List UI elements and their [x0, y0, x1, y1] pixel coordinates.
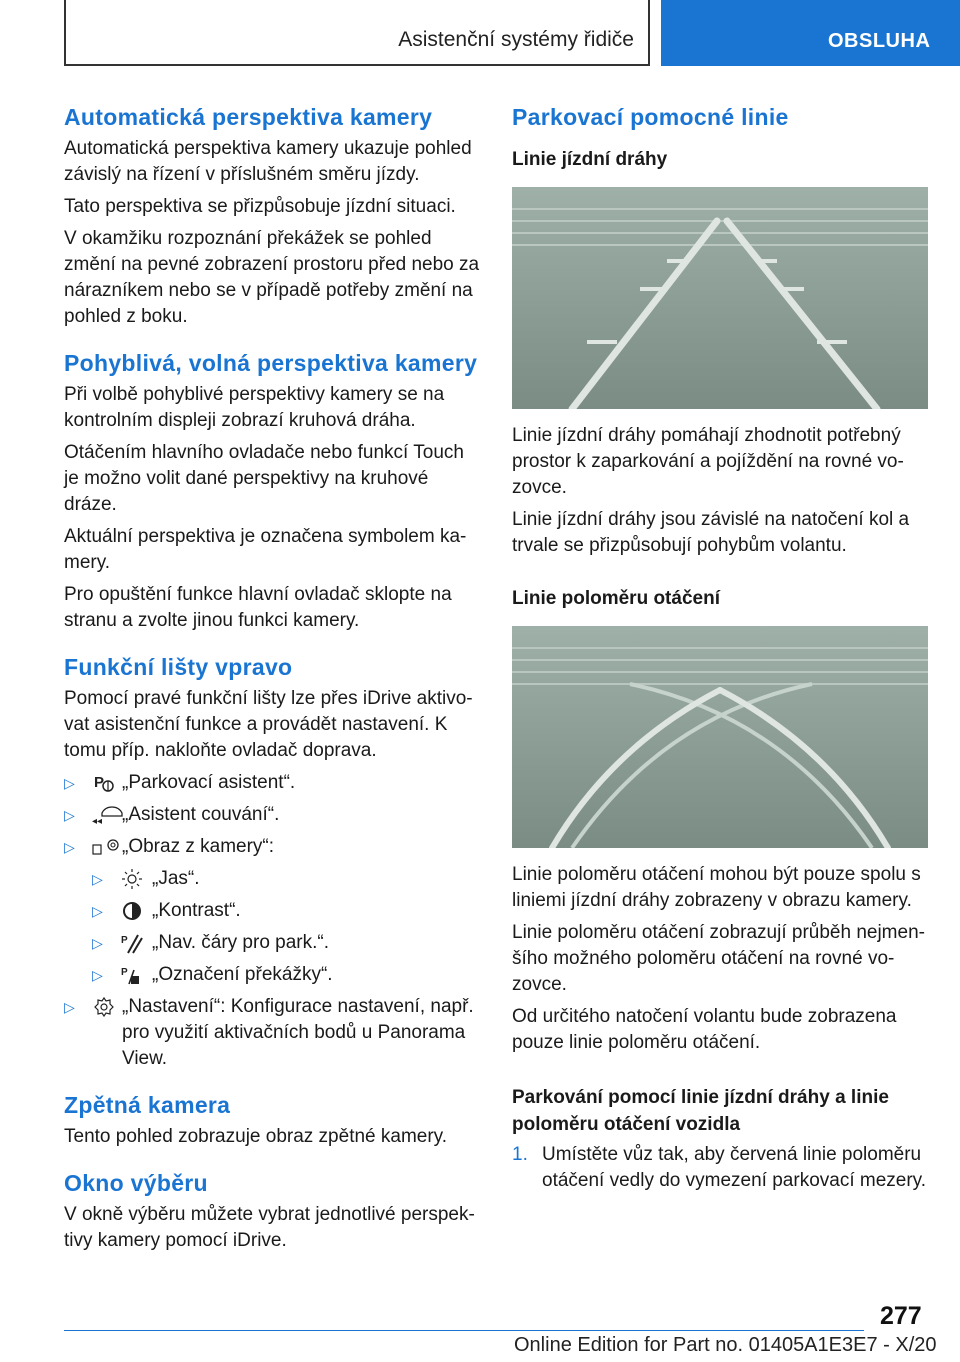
left-column: [64, 102, 480, 1260]
reversing-assistant-icon: [92, 804, 126, 826]
svg-text:P: P: [121, 967, 128, 978]
paragraph: Automatická perspektiva kamery ukazuje pohled závislý na řízení v příslušném směru jízdy.: [64, 138, 472, 185]
page-number: 277: [880, 1302, 922, 1330]
bullet-marker: ▷: [92, 967, 103, 983]
list-item-label: „Nastavení“: Konfigurace nastavení, např. pro využití aktivačních bodů u Panorama View.: [122, 996, 474, 1069]
bullet-marker: ▷: [92, 903, 103, 919]
svg-text:P: P: [121, 935, 128, 946]
subheading: Linie poloměru otáčení: [512, 588, 720, 609]
bullet-marker: ▷: [64, 839, 75, 855]
list-item: [64, 770, 480, 796]
subheading: Linie jízdní dráhy: [512, 149, 668, 170]
bullet-marker: ▷: [92, 871, 103, 887]
svg-text:◂◂: ◂◂: [92, 816, 103, 826]
section-free-perspective: [64, 348, 480, 634]
subheading: Parkování pomocí linie jízdní dráhy a linie poloměru otáčení vozidla: [512, 1087, 889, 1135]
lane-lines-illustration: [512, 187, 928, 409]
list-item-label: „Obraz z kamery“:: [122, 836, 275, 857]
contrast-icon: [120, 900, 144, 922]
svg-text:P: P: [94, 774, 105, 791]
right-column: [512, 102, 928, 1194]
list-item-label: „Parkovací asistent“.: [122, 772, 296, 793]
bullet-marker: ▷: [64, 775, 75, 791]
paragraph: V okamžiku rozpoznání překážek se pohled změní na pevné zobrazení prostoru před nebo za nárazníkem nebo se v případě potřeby změní na pohled z boku.: [64, 228, 480, 327]
section-rear-camera: [64, 1090, 480, 1150]
list-item: [64, 994, 480, 1072]
list-item: [64, 802, 480, 828]
chapter-tab-label: OBSLUHA: [828, 30, 931, 52]
list-item: [92, 898, 480, 924]
list-item-label: „Jas“.: [152, 868, 200, 889]
section-automatic-perspective: [64, 102, 480, 330]
list-item: [92, 962, 480, 988]
list-item-label: „Asistent couvání“.: [122, 804, 280, 825]
paragraph: Tato perspektiva se přizpůsobuje jízdní situaci.: [64, 196, 456, 217]
list-item: [92, 866, 480, 892]
paragraph: Pro opuštění funkce hlavní ovladač sklopte na stranu a zvolte jinou funkci kamery.: [64, 584, 452, 631]
list-item-label: „Kontrast“.: [152, 900, 241, 921]
heading: Automatická perspektiva kamery: [64, 104, 433, 130]
turning-radius-illustration: [512, 626, 928, 848]
bullet-marker: ▷: [92, 935, 103, 951]
heading: Zpětná kamera: [64, 1092, 231, 1118]
bullet-marker: ▷: [64, 999, 75, 1015]
paragraph: V okně výběru můžete vybrat jednotlivé perspek‐tivy kamery pomocí iDrive.: [64, 1204, 475, 1251]
paragraph: Linie poloměru otáčení mohou být pouze spolu s liniemi jízdní dráhy zobrazeny v obrazu kamery.: [512, 864, 921, 911]
brightness-icon: [120, 868, 144, 890]
step-number: 1.: [512, 1144, 528, 1165]
obstacle-marking-icon: [120, 964, 144, 986]
paragraph: Tento pohled zobrazuje obraz zpětné kamery.: [64, 1126, 448, 1147]
list-item-label: „Označení překážky“.: [152, 964, 333, 985]
step-text: Umístěte vůz tak, aby červená linie poloměru otáčení vedly do vymezení parkovací mezery.: [542, 1144, 927, 1191]
footer-rule: [64, 1330, 864, 1331]
paragraph: Linie poloměru otáčení zobrazují průběh nejmen‐šího možného poloměru otáčení na rovné vo‐zovce.: [512, 922, 925, 995]
paragraph: Při volbě pohyblivé perspektivy kamery se na kontrolním displeji zobrazí kruhová dráha.: [64, 384, 445, 431]
list-item-label: „Nav. čáry pro park.“.: [152, 932, 330, 953]
heading: Funkční lišty vpravo: [64, 654, 293, 680]
section-title: Asistenční systémy řidiče: [398, 28, 634, 51]
paragraph: Pomocí pravé funkční lišty lze přes iDrive aktivo‐vat asistenční funkce a provádět nastavení. K tomu příp. nakloňte ovladač doprava.: [64, 688, 473, 761]
parking-lines-icon: [120, 932, 144, 954]
section-function-bar: [64, 652, 480, 1072]
heading: Parkovací pomocné linie: [512, 104, 789, 130]
heading: Pohyblivá, volná perspektiva kamery: [64, 350, 478, 376]
paragraph: Otáčením hlavního ovladače nebo funkcí Touch je možno volit dané perspektivy na kruhové dráze.: [64, 442, 464, 515]
parking-assistant-icon: [92, 772, 116, 794]
bullet-marker: ▷: [64, 807, 75, 823]
paragraph: Linie jízdní dráhy pomáhají zhodnotit potřebný prostor k zaparkování a pojíždění na rovné vo‐zovce.: [512, 425, 904, 498]
section-selection-window: [64, 1168, 480, 1254]
step-item: [512, 1142, 928, 1194]
list-item: [64, 834, 480, 860]
paragraph: Aktuální perspektiva je označena symbolem ka‐mery.: [64, 526, 467, 573]
settings-gear-icon: [92, 996, 116, 1018]
header-frame: [64, 0, 650, 66]
paragraph: Od určitého natočení volantu bude zobrazena pouze linie poloměru otáčení.: [512, 1006, 897, 1053]
list-item: [92, 930, 480, 956]
camera-settings-icon: [92, 836, 122, 858]
footer-edition: Online Edition for Part no. 01405A1E3E7 - X/20: [514, 1334, 937, 1356]
paragraph: Linie jízdní dráhy jsou závislé na natočení kol a trvale se přizpůsobují pohybům volantu.: [512, 509, 910, 556]
heading: Okno výběru: [64, 1170, 208, 1196]
